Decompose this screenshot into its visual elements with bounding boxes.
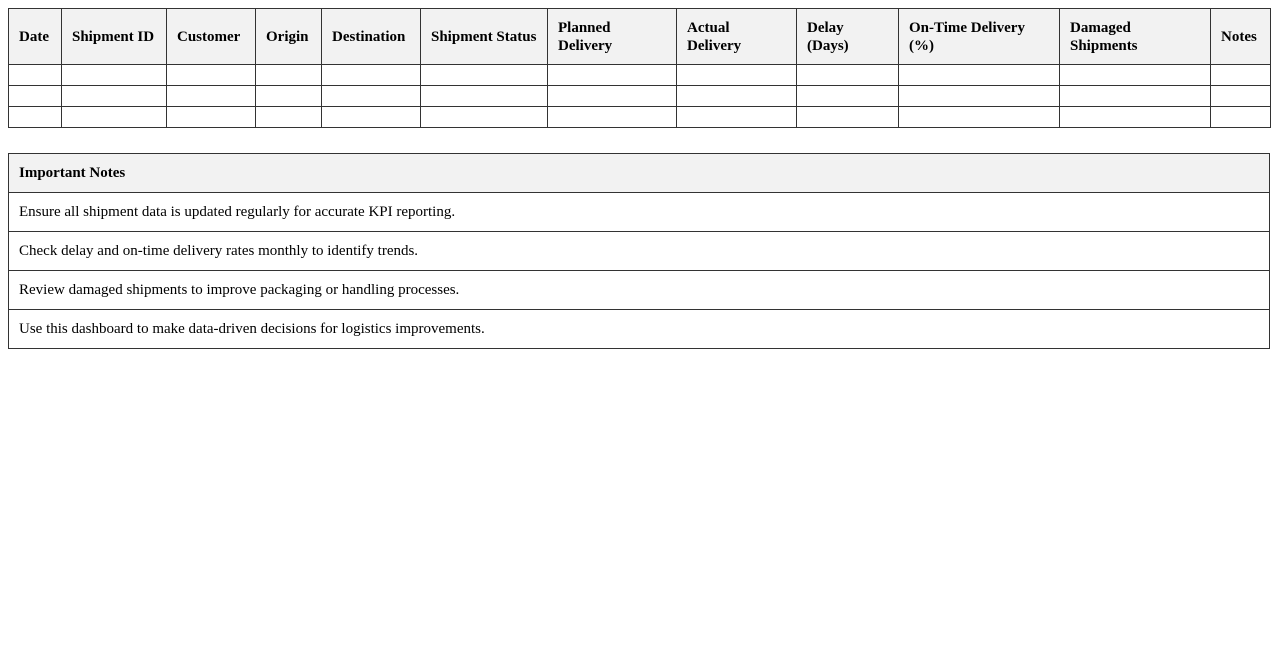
table-cell[interactable] — [322, 86, 421, 107]
table-header-row — [9, 9, 1271, 65]
note-row — [9, 193, 1270, 232]
important-notes-table — [8, 153, 1270, 349]
table-cell[interactable] — [1211, 107, 1271, 128]
table-row — [9, 65, 1271, 86]
column-header-destination: Destination — [322, 9, 421, 65]
table-cell[interactable] — [167, 86, 256, 107]
table-cell[interactable] — [1211, 86, 1271, 107]
table-cell[interactable] — [899, 86, 1060, 107]
column-header-shipment-id: Shipment ID — [62, 9, 167, 65]
table-cell[interactable] — [167, 107, 256, 128]
table-cell[interactable] — [167, 65, 256, 86]
note-item: Ensure all shipment data is updated regularly for accurate KPI reporting. — [9, 193, 1270, 232]
note-row — [9, 232, 1270, 271]
table-cell[interactable] — [322, 65, 421, 86]
column-header-date: Date — [9, 9, 62, 65]
table-cell[interactable] — [548, 107, 677, 128]
notes-header-row — [9, 154, 1270, 193]
table-cell[interactable] — [9, 86, 62, 107]
column-header-shipment-status: Shipment Status — [421, 9, 548, 65]
table-cell[interactable] — [1211, 65, 1271, 86]
table-cell[interactable] — [677, 86, 797, 107]
column-header-origin: Origin — [256, 9, 322, 65]
table-row — [9, 86, 1271, 107]
table-cell[interactable] — [548, 86, 677, 107]
table-cell[interactable] — [256, 86, 322, 107]
table-cell[interactable] — [62, 86, 167, 107]
note-item: Use this dashboard to make data-driven decisions for logistics improvements. — [9, 310, 1270, 349]
table-cell[interactable] — [677, 107, 797, 128]
table-cell[interactable] — [62, 65, 167, 86]
notes-title: Important Notes — [9, 154, 1270, 193]
column-header-damaged-shipments: Damaged Shipments — [1060, 9, 1211, 65]
table-cell[interactable] — [677, 65, 797, 86]
note-item: Review damaged shipments to improve packaging or handling processes. — [9, 271, 1270, 310]
table-cell[interactable] — [797, 107, 899, 128]
column-header-delay-days: Delay (Days) — [797, 9, 899, 65]
column-header-customer: Customer — [167, 9, 256, 65]
table-cell[interactable] — [9, 65, 62, 86]
column-header-on-time-delivery: On-Time Delivery (%) — [899, 9, 1060, 65]
table-cell[interactable] — [797, 65, 899, 86]
table-row — [9, 107, 1271, 128]
column-header-notes: Notes — [1211, 9, 1271, 65]
table-cell[interactable] — [899, 107, 1060, 128]
column-header-actual-delivery: Actual Delivery — [677, 9, 797, 65]
note-row — [9, 310, 1270, 349]
table-cell[interactable] — [548, 65, 677, 86]
table-cell[interactable] — [62, 107, 167, 128]
table-cell[interactable] — [322, 107, 421, 128]
shipment-kpi-table — [8, 8, 1271, 128]
note-row — [9, 271, 1270, 310]
table-cell[interactable] — [421, 86, 548, 107]
table-cell[interactable] — [421, 65, 548, 86]
table-cell[interactable] — [1060, 86, 1211, 107]
table-cell[interactable] — [797, 86, 899, 107]
column-header-planned-delivery: Planned Delivery — [548, 9, 677, 65]
note-item: Check delay and on-time delivery rates monthly to identify trends. — [9, 232, 1270, 271]
table-cell[interactable] — [899, 65, 1060, 86]
table-cell[interactable] — [256, 65, 322, 86]
table-cell[interactable] — [1060, 107, 1211, 128]
table-cell[interactable] — [256, 107, 322, 128]
table-cell[interactable] — [9, 107, 62, 128]
table-cell[interactable] — [421, 107, 548, 128]
table-cell[interactable] — [1060, 65, 1211, 86]
